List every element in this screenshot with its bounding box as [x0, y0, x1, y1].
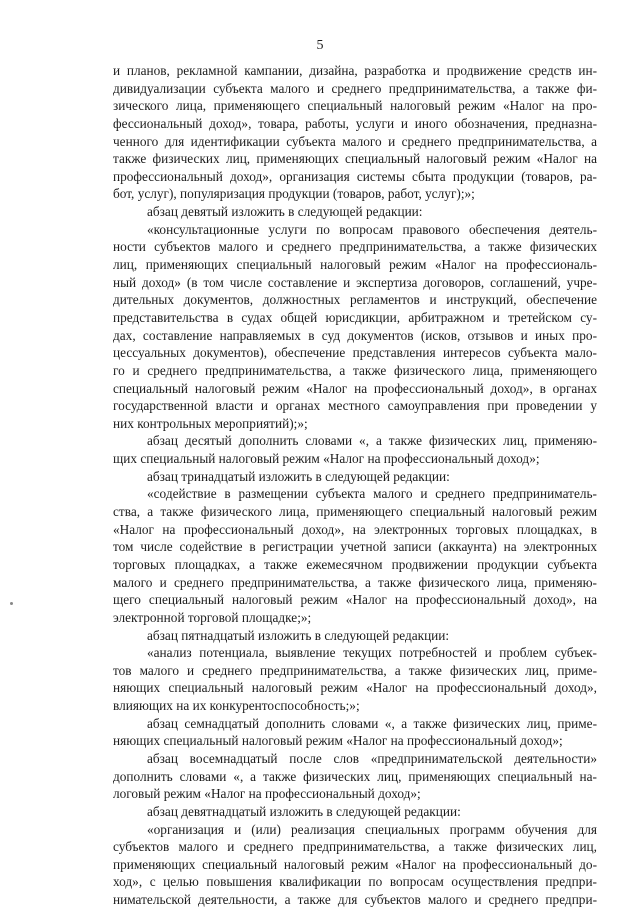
text-line: нимательской деятельности, а также для субъектов малого и среднего предпри- [113, 892, 597, 908]
text-line: го и среднего предпринимательства, а также физического лица, применяющего [113, 362, 597, 378]
text-line: цессуальных документов), обеспечение представления интересов субъекта мало- [113, 345, 597, 361]
text-line: ности субъектов малого и среднего предпринимательства, а также физических [113, 239, 597, 255]
text-line: ный доход» (в том числе составление и экспертиза договоров, соглашений, учре- [113, 274, 597, 290]
text-line: торговых площадках, а также ежемесячном продвижении продукции субъекта [113, 556, 597, 572]
text-line: няющих специальный налоговый режим «Налог на профессиональный доход»; [113, 733, 563, 749]
text-line: абзац девятнадцатый изложить в следующей редакции: [147, 803, 461, 819]
text-line: малого и среднего предпринимательства, а также физического лица, применяю- [113, 574, 597, 590]
text-line: профессиональный доход», организация системы сбыта продукции (товаров, ра- [113, 168, 597, 184]
text-line: применяющих специальный налоговый режим «Налог на профессиональный до- [113, 856, 597, 872]
text-line: дополнить словами «, а также физических лиц, применяющих специальный на- [113, 768, 597, 784]
text-line: «организация и (или) реализация специальных программ обучения для [147, 821, 597, 837]
text-line: «содействие в размещении субъекта малого и среднего предприниматель- [147, 486, 597, 502]
text-line: няющих специальный налоговый режим «Налог на профессиональный доход», [113, 680, 597, 696]
text-line: щих специальный налоговый режим «Налог на профессиональный доход»; [113, 451, 540, 467]
text-line: «анализ потенциала, выявление текущих потребностей и проблем субъек- [147, 645, 597, 661]
text-line: «Налог на профессиональный доход», на электронных торговых площадках, в [113, 521, 597, 537]
text-line: государственной власти и органах местного самоуправления при проведении у [113, 398, 597, 414]
page-number: 5 [316, 38, 324, 53]
text-line: ченного для идентификации субъекта малого и среднего предпринимательства, а [113, 133, 597, 149]
text-line: бот, услуг), популяризация продукции (товаров, работ, услуг);»; [113, 186, 475, 202]
text-line: «консультационные услуги по вопросам правового обеспечения деятель- [147, 221, 597, 237]
text-line: абзац десятый дополнить словами «, а также физических лиц, применяю- [147, 433, 597, 449]
text-line: том числе содействие в регистрации учетной записи (аккаунта) на электронных [113, 539, 597, 555]
text-line: лиц, применяющих специальный налоговый режим «Налог на профессиональ- [113, 257, 597, 273]
text-line: абзац восемнадцатый после слов «предпринимательской деятельности» [147, 750, 597, 766]
text-line: них контрольных мероприятий);»; [113, 415, 308, 431]
text-line: также физических лиц, применяющих специальный налоговый режим «Налог на [113, 151, 597, 167]
text-line: зического лица, применяющего специальный налоговый режим «Налог на про- [113, 98, 597, 114]
text-line: абзац семнадцатый дополнить словами «, а также физических лиц, приме- [147, 715, 597, 731]
text-line: ход», с целью повышения квалификации по вопросам осуществления предпри- [113, 874, 597, 890]
text-line: дах, составление направляемых в суд документов (исков, отзывов и иных про- [113, 327, 597, 343]
document-body [113, 62, 597, 909]
text-line: ства, а также физического лица, применяющего специальный налоговый режим [113, 504, 597, 520]
text-line: влияющих на их конкурентоспособность;»; [113, 698, 360, 714]
text-line: представительства в судах общей юрисдикции, арбитражном и третейском су- [113, 309, 597, 325]
text-line: тов малого и среднего предпринимательства, а также физических лиц, приме- [113, 662, 597, 678]
text-line: абзац тринадцатый изложить в следующей редакции: [147, 468, 450, 484]
text-line: абзац пятнадцатый изложить в следующей редакции: [147, 627, 450, 643]
text-line: абзац девятый изложить в следующей редакции: [147, 204, 423, 220]
scan-speck [10, 602, 13, 605]
text-line: логовый режим «Налог на профессиональный доход»; [113, 786, 421, 802]
text-line: дивидуализации субъекта малого и среднего предпринимательства, а также фи- [113, 80, 597, 96]
text-line: и планов, рекламной кампании, дизайна, разработка и продвижение средств ин- [113, 63, 597, 78]
text-line: специальный налоговый режим «Налог на профессиональный доход», в органах [113, 380, 597, 396]
text-line: дительных документов, должностных регламентов и инструкций, обеспечение [113, 292, 597, 308]
text-line: фессиональный доход», товара, работы, услуги и иного обозначения, предназна- [113, 115, 597, 131]
text-line: щего специальный налоговый режим «Налог на профессиональный доход», на [113, 592, 597, 608]
text-line: электронной торговой площадке;»; [113, 609, 312, 625]
text-line: субъектов малого и среднего предпринимательства, а также физических лиц, [113, 839, 597, 855]
